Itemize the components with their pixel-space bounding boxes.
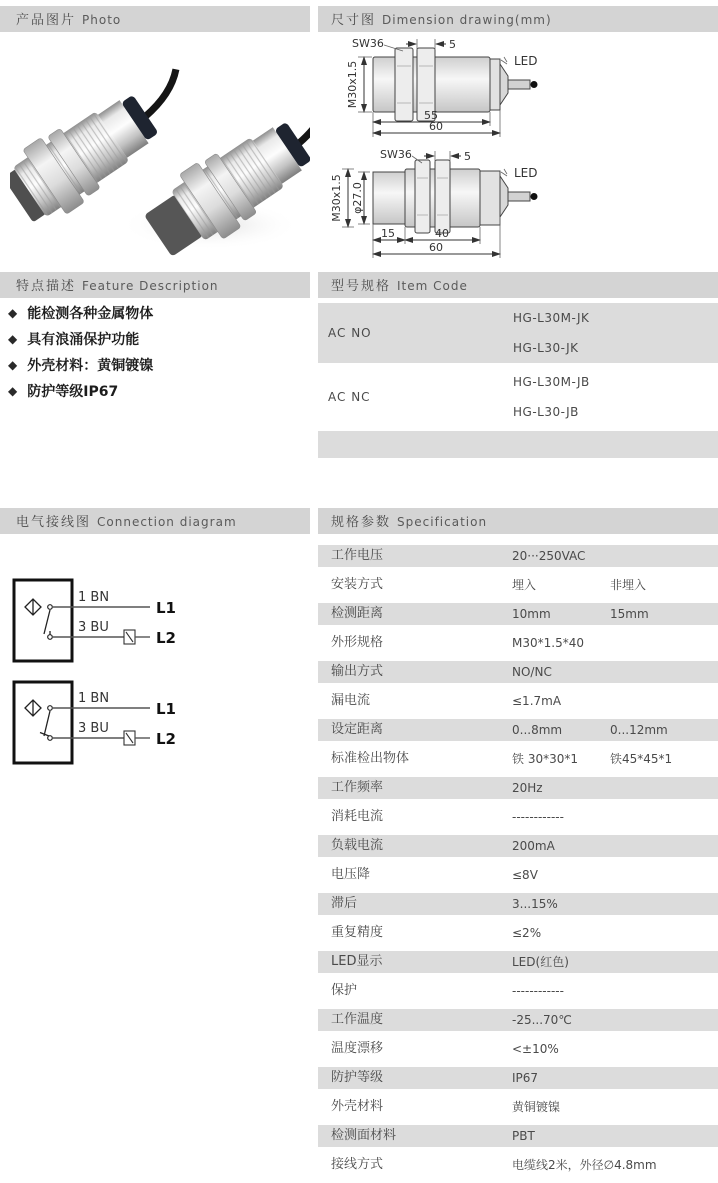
total-length-label: 60 (429, 241, 443, 254)
spec-row (318, 1067, 718, 1089)
itemcode-section-header (318, 272, 718, 298)
head-length-label: 15 (381, 227, 395, 240)
diamond-bullet-icon: ◆ (8, 358, 18, 372)
spec-label: 防护等级 (331, 1070, 384, 1085)
specification-title-en: Specification (397, 515, 488, 529)
product-photo (10, 40, 310, 262)
head-diameter-label: φ27.0 (351, 182, 364, 214)
item-code-group (318, 303, 718, 363)
connection-title-zh: 电气接线图 (16, 515, 92, 530)
spec-label: 外形规格 (331, 635, 384, 650)
feature-text: 防护等级IP67 (27, 384, 119, 400)
spec-row (318, 719, 718, 741)
terminal-label-l1: L1 (156, 599, 176, 617)
spec-label: 检测距离 (331, 606, 384, 621)
spec-value: <±10% (512, 1042, 559, 1056)
hex-nut (415, 160, 430, 233)
dimension-title-zh: 尺寸图 (331, 13, 377, 28)
nut-width-label: 5 (449, 38, 456, 51)
led-label: LED (514, 54, 538, 68)
spec-label: 负载电流 (331, 838, 384, 853)
spec-row (318, 603, 718, 625)
spec-label: 工作温度 (331, 1012, 384, 1027)
body-length-label: 55 (424, 109, 438, 122)
spec-value: 埋入 (512, 578, 537, 592)
spec-label: 检测面材料 (331, 1128, 397, 1143)
spec-value: 铁 30*30*1 (512, 752, 578, 766)
spec-row (318, 574, 718, 596)
diamond-bullet-icon: ◆ (8, 306, 18, 320)
connection-section-header (0, 508, 310, 534)
dimension-title-en: Dimension drawing(mm) (382, 13, 552, 27)
spec-row (318, 806, 718, 828)
item-code-value: HG-L30-JK (513, 341, 579, 355)
spec-label: 接线方式 (331, 1157, 384, 1172)
spec-label: 消耗电流 (331, 809, 384, 824)
drawing-flush (346, 37, 538, 137)
drawing-non-flush (330, 148, 538, 258)
spec-label: 标准检出物体 (331, 751, 410, 766)
spec-row (318, 1009, 718, 1031)
feature-item (8, 300, 308, 326)
spec-value: PBT (512, 1129, 535, 1143)
spec-label: 工作频率 (331, 780, 384, 795)
item-code-value: HG-L30M-JK (513, 311, 590, 325)
spec-value: 3...15% (512, 897, 558, 911)
item-code-type: AC NO (328, 326, 372, 340)
feature-text: 外壳材料：黄铜镀镍 (27, 358, 154, 374)
spec-row (318, 1154, 718, 1176)
spec-row (318, 748, 718, 770)
hex-nut (395, 48, 413, 121)
feature-item (8, 352, 308, 378)
spec-label: 工作电压 (331, 548, 384, 563)
spec-value: 20Hz (512, 781, 543, 795)
diamond-bullet-icon: ◆ (8, 384, 18, 398)
spec-row (318, 661, 718, 683)
specification-section-header (318, 508, 718, 534)
spec-value: 黄铜镀镍 (512, 1100, 561, 1114)
feature-item (8, 326, 308, 352)
dimension-drawing (318, 36, 718, 268)
terminal-label-l1: L1 (156, 700, 176, 718)
wrench-size-label: SW36 (352, 37, 384, 50)
item-code-empty-row (318, 431, 718, 458)
spec-value: NO/NC (512, 665, 552, 679)
spec-row (318, 632, 718, 654)
spec-value: M30*1.5*40 (512, 636, 584, 650)
spec-value: ------------ (512, 984, 564, 998)
spec-value: LED(红色) (512, 955, 569, 969)
terminal-label-l2: L2 (156, 629, 176, 647)
spec-row (318, 835, 718, 857)
spec-label: 输出方式 (331, 664, 384, 679)
spec-label: 保护 (331, 983, 358, 998)
connection-title-en: Connection diagram (97, 515, 237, 529)
wire-label-bu: 3 BU (78, 721, 109, 736)
spec-value: ------------ (512, 810, 564, 824)
feature-item (8, 378, 308, 404)
wiring-diagram-no (14, 580, 176, 661)
feature-list (8, 300, 308, 404)
item-code-type: AC NC (328, 390, 371, 404)
spec-row (318, 1096, 718, 1118)
item-code-value: HG-L30M-JB (513, 375, 590, 389)
spec-value: -25...70℃ (512, 1013, 572, 1027)
wrench-size-label: SW36 (380, 148, 412, 161)
photo-title-zh: 产品图片 (16, 13, 77, 28)
spec-value: ≤1.7mA (512, 694, 562, 708)
spec-label: LED显示 (331, 954, 383, 969)
item-code-group (318, 367, 718, 427)
led-label: LED (514, 166, 538, 180)
thread-size-label: M30x1.5 (346, 60, 359, 109)
spec-value: ≤2% (512, 926, 542, 940)
features-section-header (0, 272, 310, 298)
spec-row (318, 922, 718, 944)
spec-value: 20···250VAC (512, 549, 586, 563)
item-code-value: HG-L30-JB (513, 405, 579, 419)
feature-text: 能检测各种金属物体 (27, 306, 154, 322)
spec-value: 0...8mm (512, 723, 563, 737)
terminal-label-l2: L2 (156, 730, 176, 748)
feature-text: 具有浪涌保护功能 (27, 332, 140, 348)
features-title-en: Feature Description (82, 279, 219, 293)
spec-row (318, 690, 718, 712)
spec-label: 外壳材料 (331, 1099, 384, 1114)
spec-label: 电压降 (331, 867, 371, 882)
item-code-table (318, 303, 718, 458)
thread-size-label: M30x1.5 (330, 174, 343, 222)
spec-value: 电缆线2米，外径∅4.8mm (512, 1158, 657, 1172)
wire-label-bu: 3 BU (78, 620, 109, 635)
body-length-label: 40 (435, 227, 449, 240)
spec-value: IP67 (512, 1071, 539, 1085)
spec-row (318, 951, 718, 973)
photo-section-header (0, 6, 310, 32)
spec-row (318, 1125, 718, 1147)
specification-title-zh: 规格参数 (331, 515, 392, 530)
wire-label-bn: 1 BN (78, 590, 110, 605)
itemcode-title-zh: 型号规格 (331, 279, 392, 294)
spec-row (318, 893, 718, 915)
spec-value-secondary: 非埋入 (610, 578, 647, 592)
spec-label: 重复精度 (331, 925, 384, 940)
spec-row (318, 1038, 718, 1060)
spec-value-secondary: 0...12mm (610, 723, 668, 737)
spec-row (318, 777, 718, 799)
itemcode-title-en: Item Code (397, 279, 468, 293)
spec-value-secondary: 15mm (610, 607, 649, 621)
spec-label: 安装方式 (331, 577, 384, 592)
spec-label: 温度漂移 (331, 1041, 384, 1056)
photo-title-en: Photo (82, 13, 122, 27)
spec-label: 滞后 (331, 896, 358, 911)
spec-row (318, 545, 718, 567)
dimension-section-header (318, 6, 718, 32)
spec-label: 漏电流 (331, 693, 371, 708)
spec-value: ≤8V (512, 868, 538, 882)
spec-value: 10mm (512, 607, 551, 621)
spec-value-secondary: 铁45*45*1 (610, 752, 673, 766)
spec-label: 设定距离 (331, 722, 384, 737)
connection-diagram (0, 540, 310, 790)
wiring-diagram-nc (14, 682, 176, 763)
nut-width-label: 5 (464, 150, 471, 163)
spec-row (318, 980, 718, 1002)
hex-nut (435, 160, 450, 233)
specification-table (318, 545, 718, 1183)
diamond-bullet-icon: ◆ (8, 332, 18, 346)
features-title-zh: 特点描述 (16, 279, 77, 294)
wire-label-bn: 1 BN (78, 691, 110, 706)
spec-value: 200mA (512, 839, 555, 853)
total-length-label: 60 (429, 120, 443, 133)
spec-row (318, 864, 718, 886)
